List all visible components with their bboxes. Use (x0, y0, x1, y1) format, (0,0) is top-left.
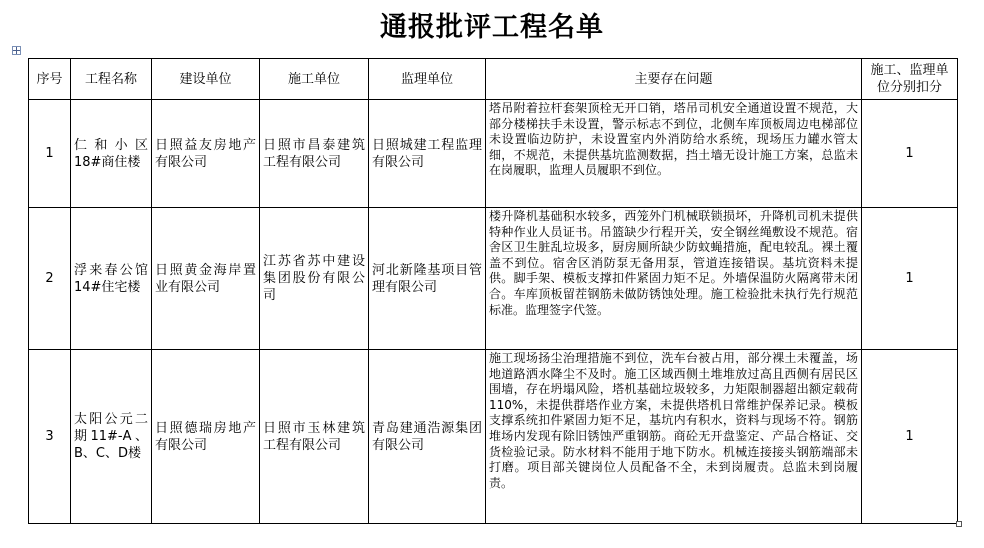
cell-builder: 日照黄金海岸置业有限公司 (152, 208, 260, 350)
cell-contractor: 江苏省苏中建设集团股份有限公司 (260, 208, 369, 350)
criticism-table (28, 58, 958, 524)
header-project: 工程名称 (71, 59, 152, 100)
cell-issues: 楼升降机基础积水较多，西笼外门机械联锁损坏，升降机司机未提供特种作业人员证书。吊篮缺少行程开关，安全钢丝绳敷设不规范。宿舍区卫生脏乱垃圾多，厨房厕所缺少防蚊蝇措施，配电较乱。裸土覆盖不到位。宿舍区消防泵无备用泵，管道连接错误。基坑资料未提供。脚手架、模板支撑扣件紧固力矩不足。外墙保温防火隔离带未闭合。车库顶板留茬钢筋未做防锈蚀处理。施工检验批未执行先行规范标准。监理签字代签。 (486, 208, 862, 350)
cell-builder: 日照德瑞房地产有限公司 (152, 350, 260, 524)
cell-contractor: 日照市昌泰建筑工程有限公司 (260, 100, 369, 208)
cell-deduct: 1 (862, 100, 958, 208)
cell-supervisor: 青岛建通浩源集团有限公司 (369, 350, 486, 524)
cell-project: 浮来春公馆14#住宅楼 (71, 208, 152, 350)
cell-supervisor: 河北新隆基项目管理有限公司 (369, 208, 486, 350)
header-builder: 建设单位 (152, 59, 260, 100)
table-resize-handle-icon[interactable] (956, 521, 962, 527)
table-move-handle-icon[interactable] (12, 46, 21, 55)
cell-issues: 施工现场扬尘治理措施不到位，洗车台被占用，部分裸土未覆盖，场地道路洒水降尘不及时。施工区域西侧土堆堆放过高且西侧有居民区围墙，存在坍塌风险，塔机基础垃圾较多，力矩限制器超出额定载荷110%，未提供群塔作业方案，未提供塔机日常维护保养记录。模板支撑系统扣件紧固力矩不足，基坑内有积水，资料与现场不符。钢筋堆场内发现有除旧锈蚀严重钢筋。商砼无开盘鉴定、产品合格证、交货检验记录。防水材料不能用于地下防水。机械连接接头钢筋端部未打磨。项目部关键岗位人员配备不全，未到岗履责。总监未到岗履责。 (486, 350, 862, 524)
cell-deduct: 1 (862, 208, 958, 350)
header-seq: 序号 (29, 59, 71, 100)
header-supervisor: 监理单位 (369, 59, 486, 100)
cell-seq: 2 (29, 208, 71, 350)
header-deduct: 施工、监理单位分别扣分 (862, 59, 958, 100)
table-row (29, 208, 958, 350)
cell-seq: 3 (29, 350, 71, 524)
table-row (29, 100, 958, 208)
header-issues: 主要存在问题 (486, 59, 862, 100)
cell-contractor: 日照市玉林建筑工程有限公司 (260, 350, 369, 524)
cell-issues: 塔吊附着拉杆套架顶栓无开口销，塔吊司机安全通道设置不规范，大部分楼梯扶手未设置，警示标志不到位，北侧车库顶板周边电梯部位未设置临边防护，未设置室内外消防给水系统，现场压力罐水管太细，不规范，未提供基坑监测数据，挡土墙无设计施工方案，总监未在岗履职，监理人员履职不到位。 (486, 100, 862, 208)
header-contractor: 施工单位 (260, 59, 369, 100)
cell-supervisor: 日照城建工程监理有限公司 (369, 100, 486, 208)
cell-seq: 1 (29, 100, 71, 208)
cell-project: 仁和小区18#商住楼 (71, 100, 152, 208)
cell-builder: 日照益友房地产有限公司 (152, 100, 260, 208)
cell-project: 太阳公元二期11#-A、B、C、D楼 (71, 350, 152, 524)
table-row (29, 350, 958, 524)
page-title: 通报批评工程名单 (380, 12, 604, 43)
table-header-row (29, 59, 958, 100)
cell-deduct: 1 (862, 350, 958, 524)
